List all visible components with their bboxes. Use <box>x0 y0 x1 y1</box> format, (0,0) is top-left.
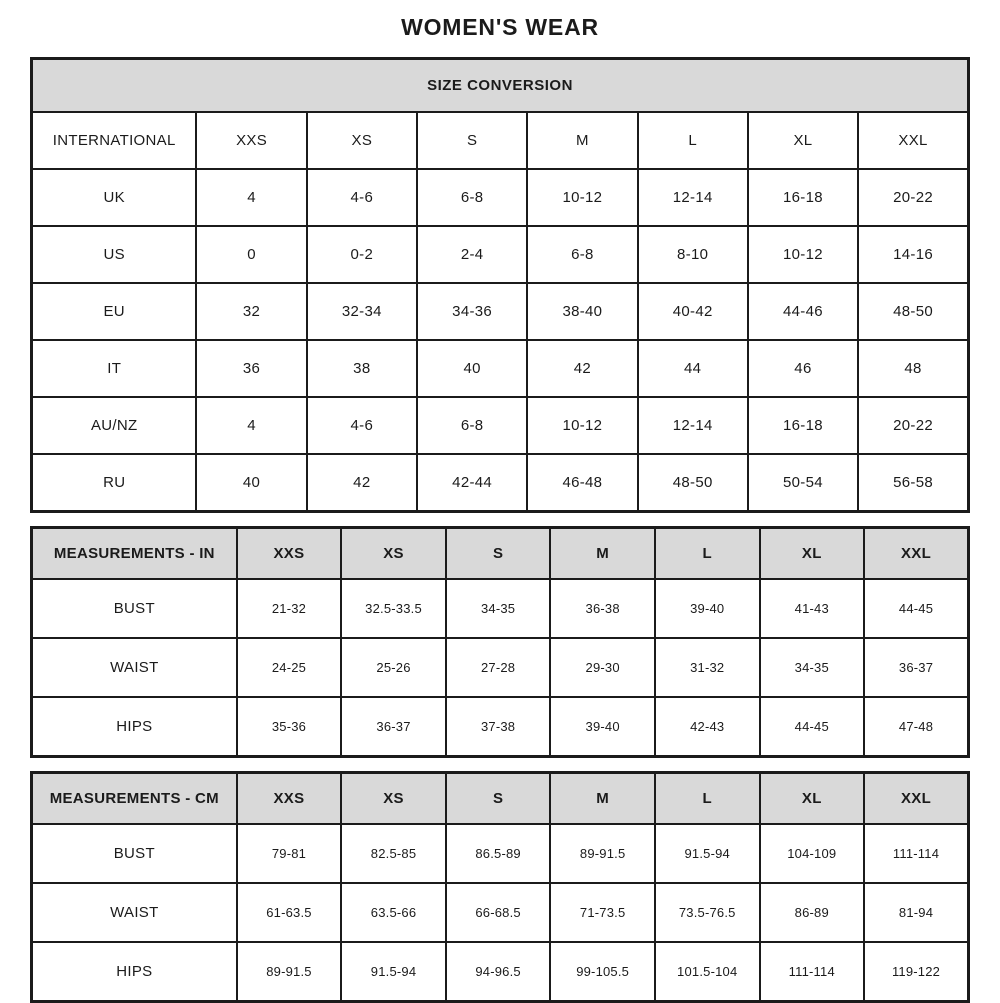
row-label: RU <box>32 454 197 512</box>
table-cell: 61-63.5 <box>237 883 342 942</box>
column-header: XXL <box>864 773 968 825</box>
table-cell: 20-22 <box>858 397 968 454</box>
column-header: M <box>527 112 637 169</box>
table-cell: 94-96.5 <box>446 942 551 1002</box>
table-cell: 89-91.5 <box>237 942 342 1002</box>
table-cell: 44-45 <box>760 697 865 757</box>
table-cell: 32-34 <box>307 283 417 340</box>
column-header: MEASUREMENTS - CM <box>32 773 237 825</box>
size-conversion-table <box>30 57 970 513</box>
table-cell: 12-14 <box>638 169 748 226</box>
table-cell: 36-38 <box>550 579 655 638</box>
table-cell: 42 <box>307 454 417 512</box>
column-header: XL <box>748 112 858 169</box>
column-header: L <box>655 528 760 580</box>
table-cell: 25-26 <box>341 638 446 697</box>
column-header: XXS <box>237 773 342 825</box>
table-cell: 4-6 <box>307 397 417 454</box>
table-cell: 12-14 <box>638 397 748 454</box>
table-cell: 2-4 <box>417 226 527 283</box>
table-cell: 38 <box>307 340 417 397</box>
table-cell: 16-18 <box>748 397 858 454</box>
row-label: IT <box>32 340 197 397</box>
row-label: US <box>32 226 197 283</box>
table-cell: 31-32 <box>655 638 760 697</box>
column-header: INTERNATIONAL <box>32 112 197 169</box>
table-cell: 36-37 <box>341 697 446 757</box>
column-header: XL <box>760 773 865 825</box>
table-cell: 48 <box>858 340 968 397</box>
table-cell: 34-36 <box>417 283 527 340</box>
table-cell: 48-50 <box>858 283 968 340</box>
table-row <box>32 942 969 1002</box>
table-cell: 91.5-94 <box>655 824 760 883</box>
table-cell: 4 <box>196 169 306 226</box>
row-label: EU <box>32 283 197 340</box>
table-header-row <box>32 112 969 169</box>
row-label: WAIST <box>32 883 237 942</box>
table-cell: 44-46 <box>748 283 858 340</box>
table-row <box>32 638 969 697</box>
table-cell: 71-73.5 <box>550 883 655 942</box>
column-header: S <box>446 528 551 580</box>
column-header: XL <box>760 528 865 580</box>
table-cell: 46 <box>748 340 858 397</box>
table-cell: 81-94 <box>864 883 968 942</box>
table-cell: 41-43 <box>760 579 865 638</box>
table-row <box>32 824 969 883</box>
table-cell: 34-35 <box>446 579 551 638</box>
table-cell: 44 <box>638 340 748 397</box>
table-cell: 42-44 <box>417 454 527 512</box>
table-row <box>32 283 969 340</box>
table-cell: 6-8 <box>527 226 637 283</box>
measurements-cm-table <box>30 771 970 1003</box>
column-header: S <box>446 773 551 825</box>
table-cell: 82.5-85 <box>341 824 446 883</box>
table-cell: 119-122 <box>864 942 968 1002</box>
table-row <box>32 454 969 512</box>
column-header: XXS <box>196 112 306 169</box>
column-header: M <box>550 528 655 580</box>
row-label: BUST <box>32 824 237 883</box>
column-header: XS <box>307 112 417 169</box>
row-label: UK <box>32 169 197 226</box>
page-title: WOMEN'S WEAR <box>401 14 599 40</box>
table-cell: 29-30 <box>550 638 655 697</box>
table-cell: 47-48 <box>864 697 968 757</box>
table-cell: 46-48 <box>527 454 637 512</box>
column-header: XS <box>341 773 446 825</box>
table-cell: 27-28 <box>446 638 551 697</box>
column-header: XXL <box>858 112 968 169</box>
table-cell: 8-10 <box>638 226 748 283</box>
row-label: HIPS <box>32 942 237 1002</box>
table-cell: 89-91.5 <box>550 824 655 883</box>
table-cell: 40 <box>196 454 306 512</box>
table-header-row <box>32 528 969 580</box>
table-cell: 10-12 <box>527 169 637 226</box>
table-cell: 104-109 <box>760 824 865 883</box>
table-cell: 39-40 <box>655 579 760 638</box>
table-cell: 42 <box>527 340 637 397</box>
table-cell: 73.5-76.5 <box>655 883 760 942</box>
table-cell: 4 <box>196 397 306 454</box>
table-cell: 32 <box>196 283 306 340</box>
table-cell: 20-22 <box>858 169 968 226</box>
row-label: WAIST <box>32 638 237 697</box>
table-cell: 36 <box>196 340 306 397</box>
table-cell: 10-12 <box>527 397 637 454</box>
table-cell: 4-6 <box>307 169 417 226</box>
table-cell: 38-40 <box>527 283 637 340</box>
table-cell: 35-36 <box>237 697 342 757</box>
table-cell: 56-58 <box>858 454 968 512</box>
table-cell: 40-42 <box>638 283 748 340</box>
table-cell: 48-50 <box>638 454 748 512</box>
column-header: L <box>655 773 760 825</box>
table-cell: 39-40 <box>550 697 655 757</box>
table-row <box>32 697 969 757</box>
measurements-in-table <box>30 526 970 758</box>
table-row <box>32 883 969 942</box>
column-header: S <box>417 112 527 169</box>
column-header: M <box>550 773 655 825</box>
table-cell: 99-105.5 <box>550 942 655 1002</box>
table-header-row <box>32 773 969 825</box>
table-cell: 16-18 <box>748 169 858 226</box>
column-header: XXL <box>864 528 968 580</box>
table-cell: 66-68.5 <box>446 883 551 942</box>
column-header: XS <box>341 528 446 580</box>
table-cell: 44-45 <box>864 579 968 638</box>
table-cell: 10-12 <box>748 226 858 283</box>
table-cell: 34-35 <box>760 638 865 697</box>
table-cell: 37-38 <box>446 697 551 757</box>
table-cell: 91.5-94 <box>341 942 446 1002</box>
size-conversion-title: SIZE CONVERSION <box>32 59 969 113</box>
row-label: AU/NZ <box>32 397 197 454</box>
table-row <box>32 226 969 283</box>
table-row <box>32 579 969 638</box>
table-cell: 79-81 <box>237 824 342 883</box>
table-cell: 24-25 <box>237 638 342 697</box>
table-banner-row <box>32 59 969 113</box>
table-row <box>32 169 969 226</box>
table-cell: 50-54 <box>748 454 858 512</box>
table-cell: 21-32 <box>237 579 342 638</box>
table-cell: 63.5-66 <box>341 883 446 942</box>
table-cell: 6-8 <box>417 169 527 226</box>
table-cell: 42-43 <box>655 697 760 757</box>
table-cell: 0-2 <box>307 226 417 283</box>
table-cell: 86-89 <box>760 883 865 942</box>
table-cell: 0 <box>196 226 306 283</box>
table-cell: 40 <box>417 340 527 397</box>
table-cell: 111-114 <box>864 824 968 883</box>
row-label: HIPS <box>32 697 237 757</box>
table-cell: 111-114 <box>760 942 865 1002</box>
table-cell: 36-37 <box>864 638 968 697</box>
column-header: XXS <box>237 528 342 580</box>
column-header: L <box>638 112 748 169</box>
table-row <box>32 397 969 454</box>
table-row <box>32 340 969 397</box>
table-cell: 6-8 <box>417 397 527 454</box>
table-cell: 101.5-104 <box>655 942 760 1002</box>
table-cell: 32.5-33.5 <box>341 579 446 638</box>
table-cell: 86.5-89 <box>446 824 551 883</box>
table-cell: 14-16 <box>858 226 968 283</box>
row-label: BUST <box>32 579 237 638</box>
column-header: MEASUREMENTS - IN <box>32 528 237 580</box>
